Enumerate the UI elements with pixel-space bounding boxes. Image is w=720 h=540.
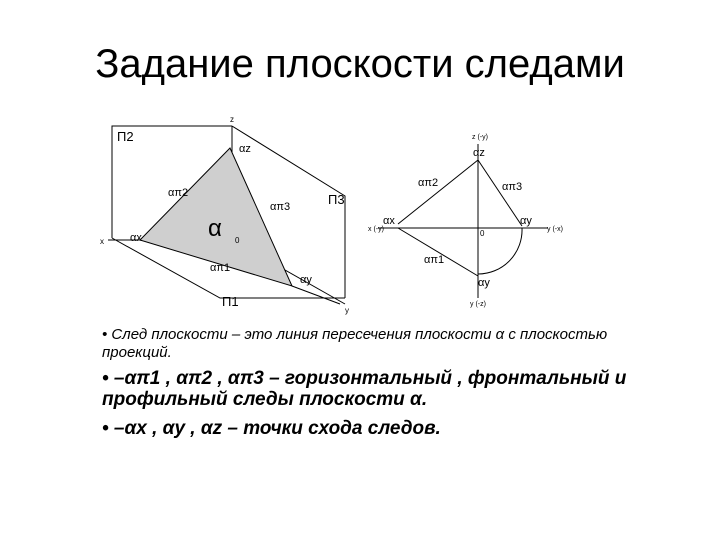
label-p1: П1 — [222, 294, 239, 309]
trace-p1-right — [398, 228, 478, 276]
label-alpha-p2-right: απ2 — [418, 177, 439, 189]
label-z-neg-y: z (-y) — [472, 134, 488, 141]
bullet-list — [78, 326, 658, 439]
bullet-vanishing-points: • –αx , αy , αz – точки схода следов. — [102, 418, 441, 439]
label-p2: П2 — [117, 129, 134, 144]
label-x: x — [100, 237, 104, 246]
label-alpha-p1-right: απ1 — [424, 254, 445, 266]
label-alpha-p3: απ3 — [270, 201, 291, 213]
label-y-neg-z: y (-z) — [470, 301, 486, 308]
label-alpha-y-bottom: αy — [478, 277, 490, 289]
trace-p3-right — [478, 160, 522, 226]
label-alpha-p1: απ1 — [210, 262, 231, 274]
label-z: z — [230, 115, 234, 124]
trace-p2-right — [398, 160, 478, 224]
label-y-neg-x: y (-x) — [547, 226, 563, 233]
label-alpha-p2: απ2 — [168, 187, 189, 199]
bullet-trace-definition: • След плоскости – это линия пересечения плоскости α с плоскостью проекций. — [102, 326, 608, 361]
label-alpha-y: αy — [300, 274, 312, 286]
trace-extension — [292, 286, 340, 304]
rotation-arc — [478, 228, 522, 274]
bullet-trace-types: • –απ1 , απ2 , απ3 – горизонтальный , фронтальный и профильный следы плоскости α. — [102, 368, 627, 410]
label-alpha-y-right: αy — [520, 215, 532, 227]
label-alpha-x-right: αx — [383, 215, 395, 227]
label-alpha: α — [208, 215, 222, 242]
label-x-neg-y: x (-y) — [368, 226, 384, 233]
label-alpha-x: αx — [130, 232, 142, 244]
label-origin-right: 0 — [480, 229, 485, 238]
label-alpha-p3-right: απ3 — [502, 181, 523, 193]
label-origin: 0 — [235, 236, 240, 245]
label-p3: П3 — [328, 192, 345, 207]
label-alpha-z-right: αz — [473, 147, 485, 159]
label-y: y — [345, 306, 349, 315]
label-alpha-z: αz — [239, 143, 251, 155]
slide-title: Задание плоскости следами — [95, 42, 625, 86]
